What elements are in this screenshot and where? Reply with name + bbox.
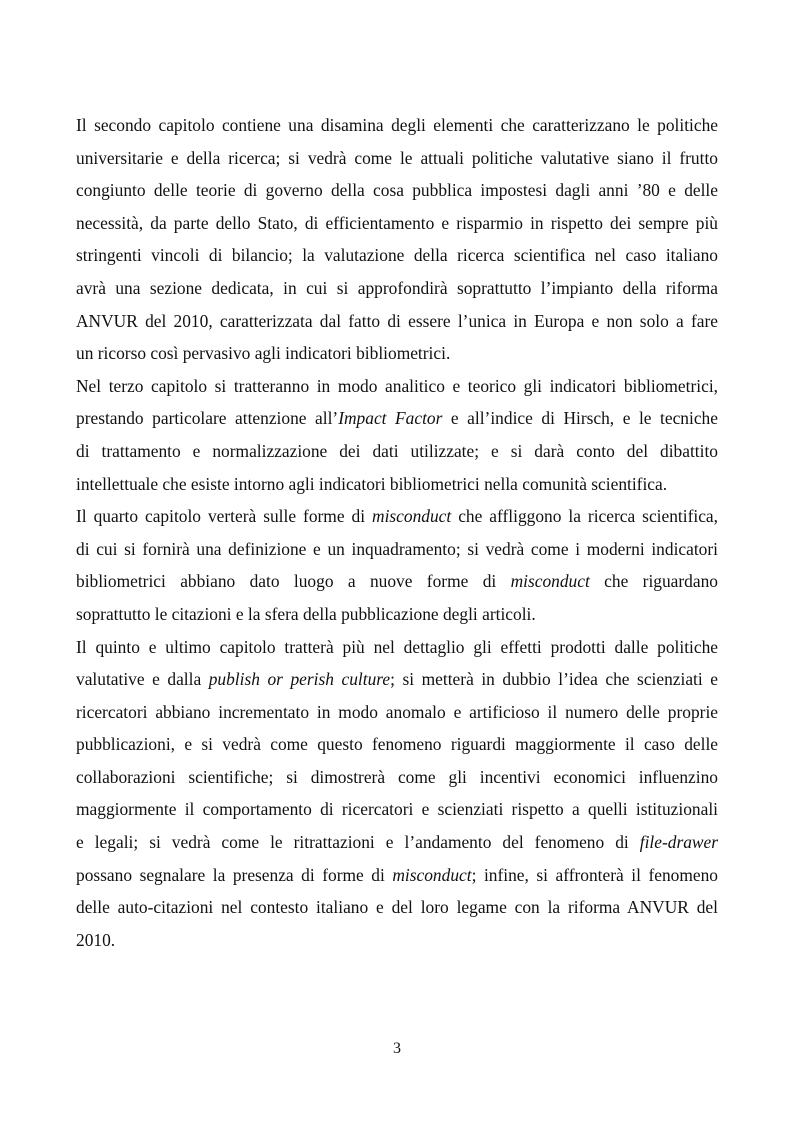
text-run: prestando particolare attenzione all’	[76, 408, 339, 429]
paragraph	[76, 109, 718, 370]
text-run: Il quarto capitolo verterà sulle forme di	[76, 506, 373, 527]
text-run: universitarie e della ricerca; si vedrà come le attuali politiche valutative siano il frutto	[76, 147, 718, 168]
body-text	[76, 109, 718, 956]
text-line	[76, 598, 718, 631]
text-run: maggiormente il comportamento di ricercatori e scienziati rispetto a quelli istituzionali	[76, 799, 718, 820]
text-run: che affliggono la ricerca scientifica,	[451, 506, 718, 527]
italic-term: file-drawer	[639, 832, 718, 853]
text-run: necessità, da parte dello Stato, di efficientamento e risparmio in rispetto dei sempre più	[76, 212, 718, 233]
text-run: intellettuale che esiste intorno agli indicatori bibliometrici nella comunità scientifica.	[76, 473, 668, 494]
text-line	[76, 468, 718, 501]
paragraph	[76, 631, 718, 957]
text-line	[76, 174, 718, 207]
paragraph	[76, 500, 718, 630]
text-run: congiunto delle teorie di governo della cosa pubblica impostesi dagli anni ’80 e delle	[76, 180, 718, 201]
italic-term: misconduct	[372, 506, 452, 527]
text-run: delle auto-citazioni nel contesto italiano e del loro legame con la riforma ANVUR del	[76, 897, 718, 918]
text-line	[76, 402, 718, 435]
text-run: possano segnalare la presenza di forme di	[76, 864, 393, 885]
text-run: e legali; si vedrà come le ritrattazioni e l’andamento del fenomeno di	[76, 832, 640, 853]
text-line	[76, 891, 718, 924]
text-line	[76, 696, 718, 729]
text-run: un ricorso così pervasivo agli indicatori bibliometrici.	[76, 343, 451, 364]
text-run: bibliometrici abbiano dato luogo a nuove forme di	[76, 571, 511, 592]
text-line	[76, 565, 718, 598]
text-run: avrà una sezione dedicata, in cui si approfondirà soprattutto l’impianto della riforma	[76, 277, 718, 298]
text-run: soprattutto le citazioni e la sfera della pubblicazione degli articoli.	[76, 603, 536, 624]
text-line	[76, 859, 718, 892]
text-run: di cui si fornirà una definizione e un inquadramento; si vedrà come i moderni indicatori	[76, 538, 718, 559]
text-line	[76, 793, 718, 826]
page-number: 3	[393, 1040, 401, 1057]
text-run: Nel terzo capitolo si tratteranno in modo analitico e teorico gli indicatori bibliometrici,	[76, 375, 718, 396]
text-run: ANVUR del 2010, caratterizzata dal fatto di essere l’unica in Europa e non solo a fare	[76, 310, 718, 331]
italic-term: publish or perish culture	[208, 669, 391, 690]
text-line	[76, 435, 718, 468]
italic-term: Impact Factor	[338, 408, 443, 429]
text-run: e all’indice di Hirsch, e le tecniche	[442, 408, 718, 429]
italic-term: misconduct	[392, 864, 472, 885]
text-run: collaborazioni scientifiche; si dimostrerà come gli incentivi economici influenzino	[76, 766, 718, 787]
text-line	[76, 337, 718, 370]
text-run: ; si metterà in dubbio l’idea che scienziati e	[390, 669, 718, 690]
text-run: stringenti vincoli di bilancio; la valutazione della ricerca scientifica nel caso italiano	[76, 245, 718, 266]
text-line	[76, 239, 718, 272]
text-run: ricercatori abbiano incrementato in modo anomalo e artificioso il numero delle proprie	[76, 701, 718, 722]
text-run: che riguardano	[589, 571, 718, 592]
text-line	[76, 826, 718, 859]
text-line	[76, 305, 718, 338]
text-line	[76, 533, 718, 566]
text-run: Il quinto e ultimo capitolo tratterà più nel dettaglio gli effetti prodotti dalle politiche	[76, 636, 718, 657]
text-line	[76, 142, 718, 175]
paragraph	[76, 370, 718, 500]
text-line	[76, 500, 718, 533]
text-run: 2010.	[76, 929, 116, 950]
italic-term: misconduct	[510, 571, 590, 592]
text-run: pubblicazioni, e si vedrà come questo fenomeno riguardi maggiormente il caso delle	[76, 734, 718, 755]
text-line	[76, 370, 718, 403]
text-line	[76, 924, 718, 957]
text-run: valutative e dalla	[76, 669, 209, 690]
text-line	[76, 207, 718, 240]
text-line	[76, 728, 718, 761]
text-line	[76, 663, 718, 696]
text-line	[76, 631, 718, 664]
text-line	[76, 109, 718, 142]
text-run: di trattamento e normalizzazione dei dati utilizzate; e si darà conto del dibattito	[76, 440, 718, 461]
text-run: Il secondo capitolo contiene una disamina degli elementi che caratterizzano le politiche	[76, 115, 718, 135]
text-line	[76, 761, 718, 794]
text-line	[76, 272, 718, 305]
text-run: ; infine, si affronterà il fenomeno	[471, 864, 718, 885]
